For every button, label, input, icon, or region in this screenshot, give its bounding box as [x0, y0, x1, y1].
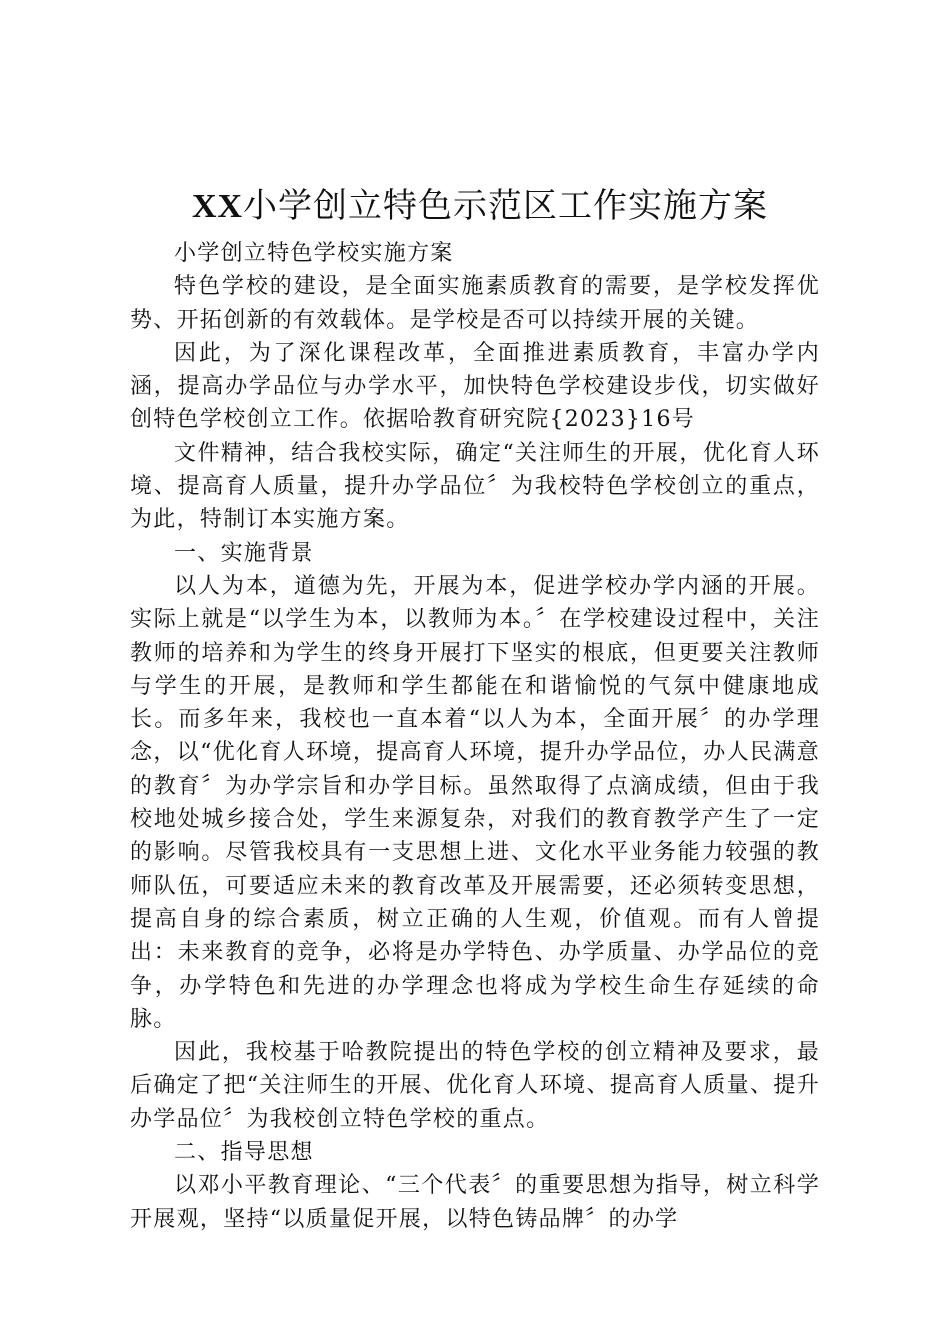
- body-paragraph: 以邓小平教育理论、“三个代表〞的重要思想为指导，树立科学开展观，坚持“以质量促开展，以特色铸品牌〞的办学: [130, 1173, 820, 1232]
- title-prefix: XX: [191, 188, 244, 225]
- body-paragraph: 文件精神，结合我校实际，确定“关注师生的开展，优化育人环境、提高育人质量，提升办学品位〞为我校特色学校创立的重点，为此，特制订本实施方案。: [130, 440, 820, 533]
- body-paragraph: 因此，我校基于哈教院提出的特色学校的创立精神及要求，最后确定了把“关注师生的开展、优化育人环境、提高育人质量、提升办学品位〞为我校创立特色学校的重点。: [130, 1040, 820, 1132]
- document-body: [130, 237, 820, 1236]
- title-main: 小学创立特色示范区工作实施方案: [243, 186, 769, 226]
- body-paragraph: 因此，为了深化课程改革，全面推进素质教育，丰富办学内涵，提高办学品位与办学水平，加快特色学校建设步伐，切实做好创特色学校创立工作。依据哈教育研究院{2023}16号: [130, 340, 820, 433]
- section-heading: 一、实施背景: [174, 540, 314, 566]
- body-paragraph: 以人为本，道德为先，开展为本，促进学校办学内涵的开展。实际上就是“以学生为本，以教师为本。〞在学校建设过程中，关注教师的培养和为学生的终身开展打下坚实的根底，但更要关注教师与学生的开展，是教师和学生都能在和谐愉悦的气氛中健康地成长。而多年来，我校也一直本着“以人为本，全面开展〞的办学理念，以“优化育人环境，提高育人环境，提升办学品位，办人民满意的教育〞为办学宗旨和办学目标。虽然取得了点滴成绩，但由于我校地处城乡接合处，学生来源复杂，对我们的教育教学产生了一定的影响。尽管我校具有一支思想上进、文化水平业务能力较强的教师队伍，可要适应未来的教育改革及开展需要，还必须转变思想，提高自身的综合素质，树立正确的人生观，价值观。而有人曾提出：未来教育的竞争，必将是办学特色、办学质量、办学品位的竞争，办学特色和先进的办学理念也将成为学校生命生存延续的命脉。: [130, 573, 820, 1032]
- section-heading: 二、指导思想: [174, 1140, 314, 1166]
- body-paragraph: 特色学校的建设，是全面实施素质教育的需要，是学校发挥优势、开拓创新的有效载体。是学校是否可以持续开展的关键。: [130, 274, 820, 333]
- document-title: [130, 183, 830, 230]
- subtitle-paragraph: 小学创立特色学校实施方案: [174, 241, 454, 266]
